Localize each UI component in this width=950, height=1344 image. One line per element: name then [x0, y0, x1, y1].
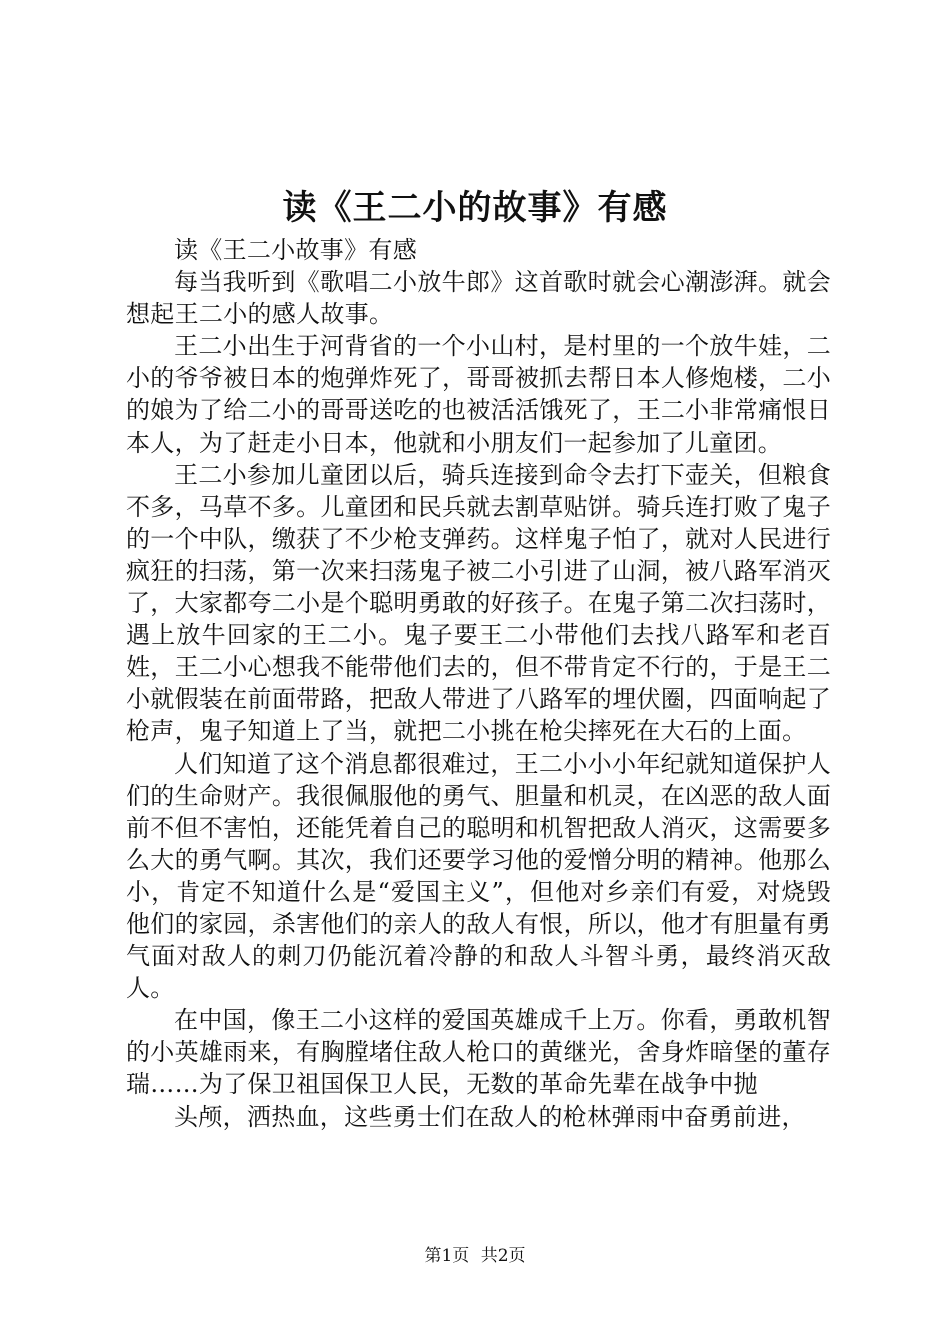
paragraph: 头颅，洒热血，这些勇士们在敌人的枪林弹雨中奋勇前进， — [174, 1102, 806, 1131]
document-title: 读《王二小的故事》有感 — [282, 188, 668, 228]
paragraph: 人们知道了这个消息都很难过，王二小小小年纪就知道保护人们的生命财产。我很佩服他的勇气、胆量和机灵，在凶恶的敌人面前不但不害怕，还能凭着自己的聪明和机智把敌人消灭，这需要多么大的勇气啊。其次，我们还要学习他的爱憎分明的精神。他那么小，肯定不知道什么是“爱国主义”，但他对乡亲们有爱，对烧毁他们的家园，杀害他们的亲人的敌人有恨，所以，他才有胆量有勇气面对敌人的刺刀仍能沉着冷静的和敌人斗智斗勇，最终消灭敌人。 — [126, 749, 831, 1003]
page-number: 第1页 — [424, 1246, 470, 1266]
page-footer — [0, 1244, 950, 1268]
paragraph: 在中国，像王二小这样的爱国英雄成千上万。你看，勇敢机智的小英雄雨来，有胸膛堵住敌人枪口的黄继光，舍身炸暗堡的董存瑞……为了保卫祖国保卫人民，无数的革命先辈在战争中抛 — [126, 1006, 831, 1099]
paragraph-subtitle: 读《王二小故事》有感 — [174, 236, 417, 264]
paragraph: 每当我听到《歌唱二小放牛郎》这首歌时就会心潮澎湃。就会想起王二小的感人故事。 — [126, 268, 831, 329]
document-body — [126, 234, 831, 1133]
paragraph: 王二小出生于河背省的一个小山村，是村里的一个放牛娃，二小的爷爷被日本的炮弹炸死了，哥哥被抓去帮日本人修炮楼，二小的娘为了给二小的哥哥送吃的也被活活饿死了，王二小非常痛恨日本人，为了赶走小日本，他就和小朋友们一起参加了儿童团。 — [126, 332, 831, 457]
paragraph: 王二小参加儿童团以后，骑兵连接到命令去打下壶关，但粮食不多，马草不多。儿童团和民兵就去割草贴饼。骑兵连打败了鬼子的一个中队，缴获了不少枪支弹药。这样鬼子怕了，就对人民进行疯狂的扫荡，第一次来扫荡鬼子被二小引进了山洞，被八路军消灭了，大家都夸二小是个聪明勇敢的好孩子。在鬼子第二次扫荡时，遇上放牛回家的王二小。鬼子要王二小带他们去找八路军和老百姓，王二小心想我不能带他们去的，但不带肯定不行的，于是王二小就假装在前面带路，把敌人带进了八路军的埋伏圈，四面响起了枪声，鬼子知道上了当，就把二小挑在枪尖摔死在大石的上面。 — [126, 460, 831, 746]
page-total: 共2页 — [480, 1246, 526, 1266]
